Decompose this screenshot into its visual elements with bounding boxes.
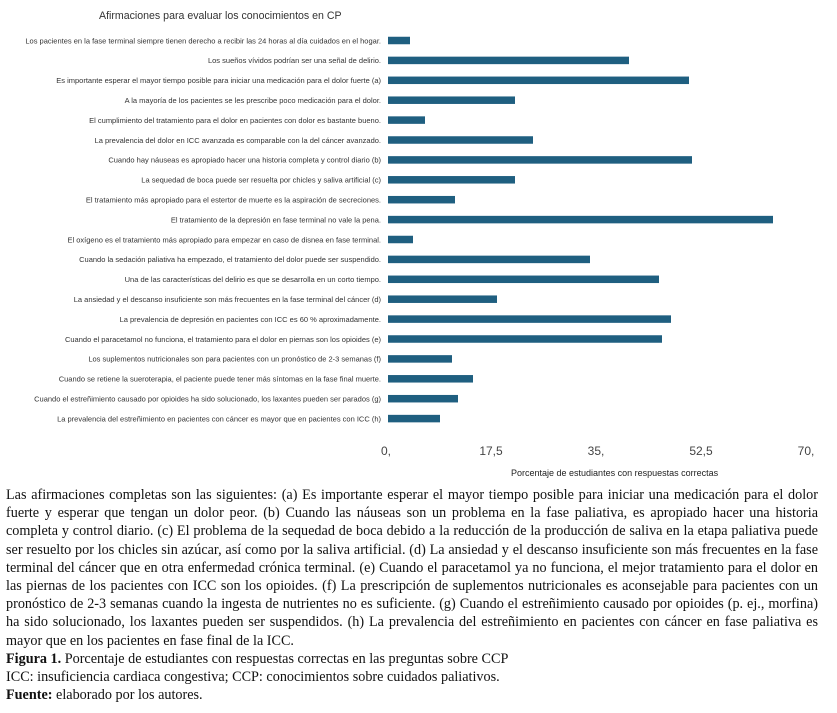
category-label: Es importante esperar el mayor tiempo posible para iniciar una medicación para el dolor fuerte (a) — [56, 76, 381, 86]
category-label: El tratamiento más apropiado para el estertor de muerte es la aspiración de secreciones. — [85, 195, 381, 205]
figure-title: Porcentaje de estudiantes con respuestas correctas en las preguntas sobre CCP — [61, 650, 509, 667]
bar — [388, 77, 689, 85]
bar — [388, 196, 455, 204]
bar — [388, 355, 452, 363]
category-label: La prevalencia del dolor en ICC avanzada es comparable con la del cáncer avanzado. — [94, 135, 381, 145]
bar — [388, 295, 497, 303]
bar — [388, 176, 515, 184]
category-label: La prevalencia del estreñimiento en pacientes con cáncer es mayor que en pacientes con ICC (h) — [57, 414, 381, 424]
x-tick-label: 0, — [380, 444, 392, 458]
bar — [388, 156, 692, 164]
category-label: Cuando el estreñimiento causado por opioides ha sido solucionado, los laxantes pueden ser parados (g) — [34, 394, 381, 404]
category-label: Los suplementos nutricionales son para pacientes con un pronóstico de 2-3 semanas (f) — [88, 354, 381, 364]
category-label: La sequedad de boca puede ser resuelta por chicles y saliva artificial (c) — [141, 175, 381, 185]
category-label: Los pacientes en la fase terminal siempre tienen derecho a recibir las 24 horas al día cuidados en el hogar. — [25, 36, 381, 46]
bar — [388, 315, 671, 323]
category-label: Cuando el paracetamol no funciona, el tratamiento para el dolor en piernas son los opioides (e) — [64, 334, 381, 344]
figure-title-line — [6, 650, 818, 668]
figure-caption — [6, 486, 818, 704]
bar — [388, 276, 659, 284]
bar — [388, 415, 440, 423]
bar — [388, 96, 515, 104]
bar — [388, 335, 662, 343]
category-label: Una de las características del delirio es que se desarrolla en un corto tiempo. — [124, 275, 381, 285]
category-label: El cumplimiento del tratamiento para el dolor en pacientes con dolor es bastante bueno. — [89, 115, 381, 125]
bar — [388, 116, 425, 124]
x-tick-label: 70, — [797, 444, 815, 458]
bar — [388, 236, 413, 244]
category-label: El oxígeno es el tratamiento más apropiado para empezar en caso de disnea en fase terminal. — [67, 235, 381, 245]
bar — [388, 57, 629, 65]
x-tick-label: 17,5 — [479, 444, 503, 458]
source-label: Fuente: — [6, 687, 53, 704]
source-line — [6, 686, 818, 704]
bar — [388, 136, 533, 144]
category-label: La prevalencia de depresión en pacientes con ICC es 60 % aproximadamente. — [119, 314, 381, 324]
category-label: A la mayoría de los pacientes se les prescribe poco medicación para el dolor. — [124, 96, 381, 105]
x-axis-title: Porcentaje de estudiantes con respuestas correctas — [511, 468, 719, 478]
bar — [388, 375, 473, 383]
bar — [388, 395, 458, 403]
abbreviations-text: ICC: insuficiencia cardiaca congestiva; CCP: conocimientos sobre cuidados paliativos. — [6, 669, 500, 686]
figure-label: Figura 1. — [6, 650, 62, 667]
bar — [388, 256, 590, 264]
bar — [388, 216, 773, 224]
category-label: La ansiedad y el descanso insuficiente son más frecuentes en la fase terminal del cáncer (d) — [73, 295, 381, 304]
full-statements-text: Las afirmaciones completas son las siguientes: (a) Es importante esperar el mayor tiempo posible para iniciar una medicación para el dolor fuerte y esperar que tengan un dolor peor. (b) Cuando las náuseas son un problema en la fase paliativa, es apropiado hacer una historia completa y control diario. (c) El problema de la sequedad de boca debido a la reducción de la producción de saliva en la etapa paliativa puede ser resuelto por los chicles sin azúcar, así como por la saliva artificial. (d) La ansiedad y el descanso insuficiente son más frecuentes en la fase terminal del cáncer que en otra enfermedad crónica terminal. (e) Cuando el paracetamol ya no funciona, el mejor tratamiento para el dolor en las piernas de los pacientes con ICC son los opioides. (f) La prescripción de suplementos nutricionales es aconsejable para pacientes con un pronóstico de 2-3 semanas cuando la ingesta de nutrientes no es suficiente. (g) Cuando el estreñimiento causado por opioides (p. ej., morfina) ha sido solucionado, los laxantes pueden ser suspendidos. (h) La prevalencia del estreñimiento en pacientes con cáncer en fase paliativa es mayor que en los pacientes en fase final de la ICC. — [6, 487, 818, 649]
x-tick-label: 35, — [587, 444, 605, 458]
category-label: Cuando se retiene la sueroterapia, el paciente puede tener más síntomas en la fase final muerte. — [58, 374, 381, 384]
category-label: El tratamiento de la depresión en fase terminal no vale la pena. — [170, 215, 381, 225]
bar — [388, 37, 410, 45]
x-tick-label: 52,5 — [689, 444, 713, 458]
chart-title: Afirmaciones para evaluar los conocimientos en CP — [99, 10, 342, 22]
source-text: elaborado por los autores. — [52, 687, 203, 704]
category-label: Cuando hay náuseas es apropiado hacer una historia completa y control diario (b) — [108, 155, 381, 165]
category-label: Cuando la sedación paliativa ha empezado, el tratamiento del dolor puede ser suspendido. — [79, 255, 381, 265]
category-label: Los sueños vívidos podrían ser una señal de delirio. — [207, 56, 381, 66]
